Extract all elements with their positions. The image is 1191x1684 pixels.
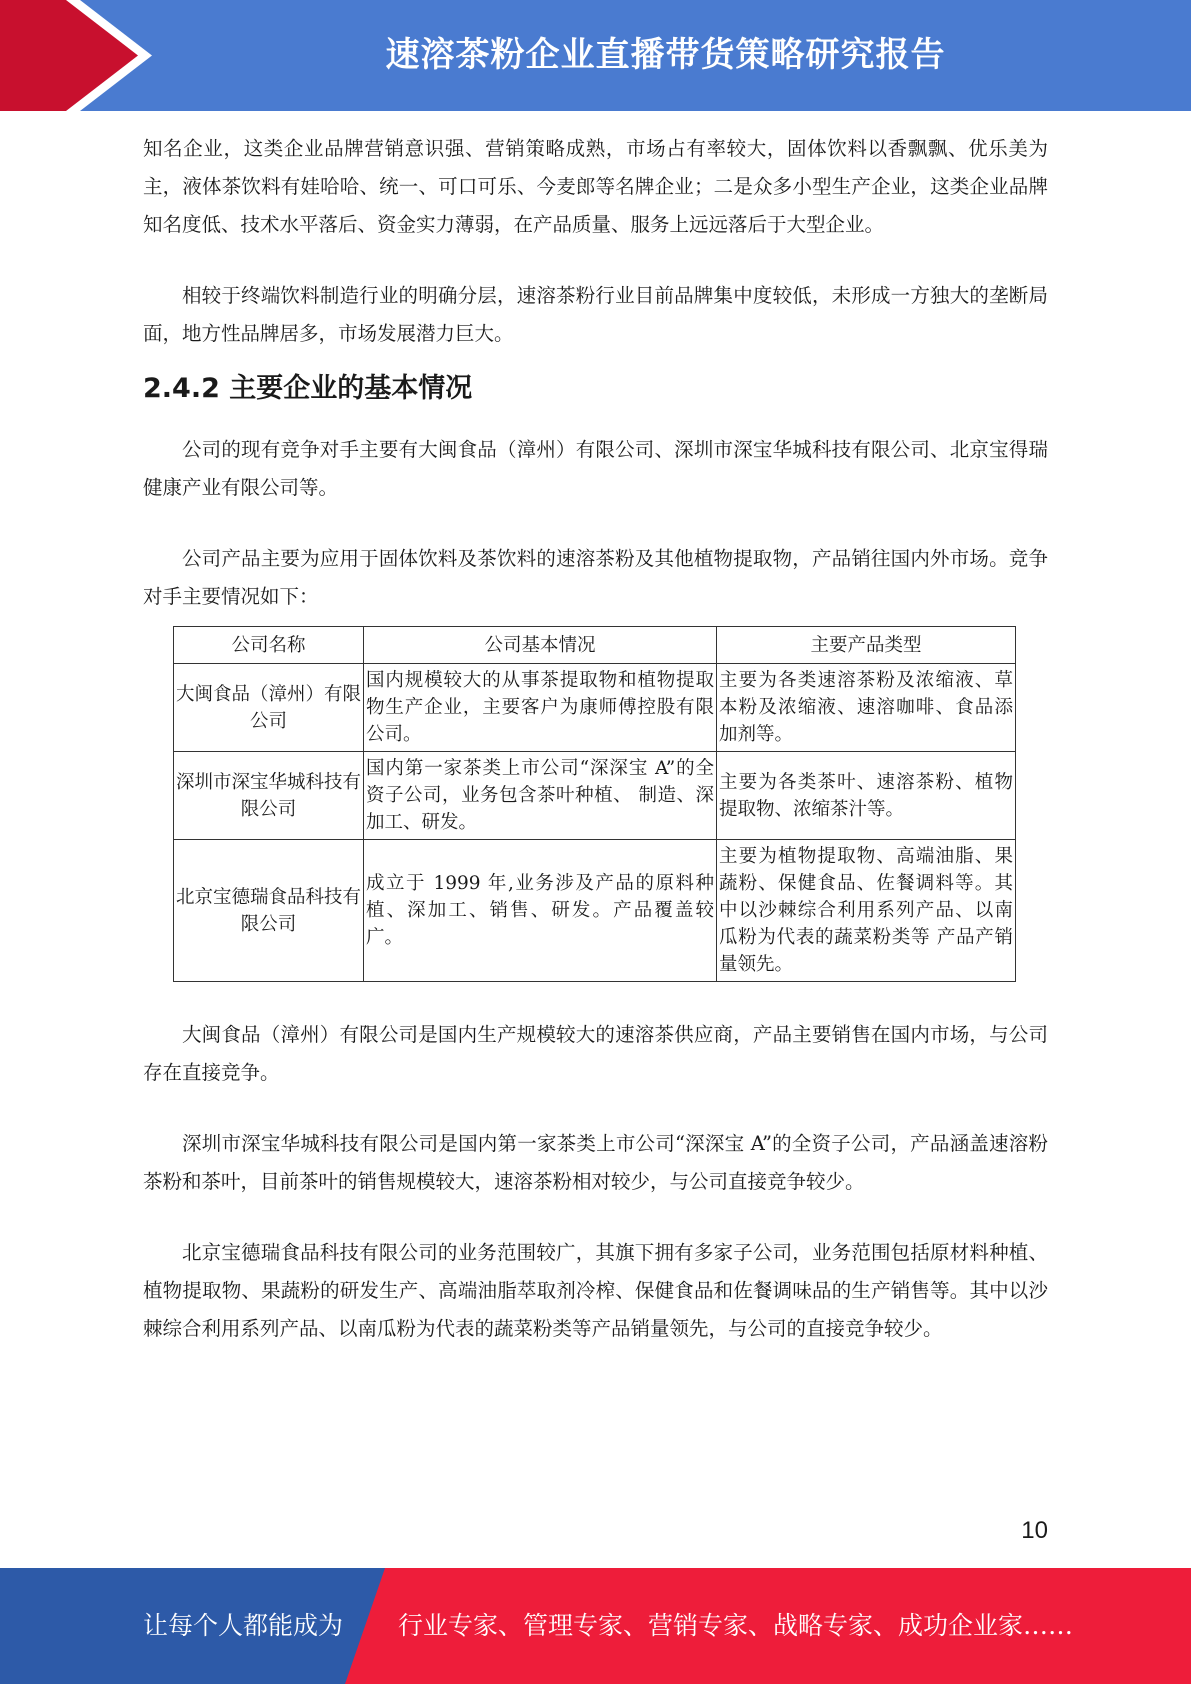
company-name-cell: 深圳市深宝华城科技有限公司	[174, 752, 364, 840]
table-header-company: 公司名称	[174, 627, 364, 664]
table-header-products: 主要产品类型	[717, 627, 1016, 664]
paragraph-shenbao: 深圳市深宝华城科技有限公司是国内第一家茶类上市公司“深深宝 A”的全资子公司，产品涵盖速溶粉茶粉和茶叶，目前茶叶的销售规模较大，速溶茶粉相对较少，与公司直接竞争较少。	[143, 1132, 1048, 1193]
company-products-cell: 主要为各类速溶茶粉及浓缩液、草本粉及浓缩液、速溶咖啡、食品添加剂等。	[717, 664, 1016, 752]
footer-slogan-left: 让每个人都能成为	[143, 1611, 344, 1640]
paragraph-competitors: 公司的现有竞争对手主要有大闽食品（漳州）有限公司、深圳市深宝华城科技有限公司、北京宝得瑞健康产业有限公司等。	[143, 438, 1048, 499]
paragraph-damin: 大闽食品（漳州）有限公司是国内生产规模较大的速溶茶供应商，产品主要销售在国内市场，与公司存在直接竞争。	[143, 1023, 1048, 1084]
company-info-cell: 国内规模较大的从事茶提取物和植物提取物生产企业，主要客户为康师傅控股有限公司。	[364, 664, 717, 752]
paragraph-market-tiers: 知名企业，这类企业品牌营销意识强、营销策略成熟，市场占有率较大，固体饮料以香飘飘、优乐美为主，液体茶饮料有娃哈哈、统一、可口可乐、今麦郎等名牌企业；二是众多小型生产企业，这类企业品牌知名度低、技术水平落后、资金实力薄弱，在产品质量、服务上远远落后于大型企业。	[143, 137, 1048, 236]
competitor-table	[173, 626, 1016, 982]
paragraph-brand-concentration: 相较于终端饮料制造行业的明确分层，速溶茶粉行业目前品牌集中度较低，未形成一方独大的垄断局面，地方性品牌居多，市场发展潜力巨大。	[143, 284, 1048, 345]
company-info-cell: 国内第一家茶类上市公司“深深宝 A”的全资子公司，业务包含茶叶种植、 制造、深加工、研发。	[364, 752, 717, 840]
header-chevron-decoration	[0, 0, 160, 111]
page-footer	[0, 1568, 1191, 1684]
table-header-row	[174, 627, 1016, 664]
company-products-cell: 主要为各类茶叶、速溶茶粉、植物提取物、浓缩茶汁等。	[717, 752, 1016, 840]
page-body	[143, 130, 1048, 1348]
footer-slogan-right: 行业专家、管理专家、营销专家、战略专家、成功企业家……	[398, 1611, 1074, 1640]
table-row	[174, 840, 1016, 982]
company-name-cell: 北京宝德瑞食品科技有限公司	[174, 840, 364, 982]
section-heading: 2.4.2 主要企业的基本情况	[143, 373, 473, 404]
table-header-info: 公司基本情况	[364, 627, 717, 664]
page-header	[0, 0, 1191, 111]
paragraph-products: 公司产品主要为应用于固体饮料及茶饮料的速溶茶粉及其他植物提取物，产品销往国内外市场。竞争对手主要情况如下：	[143, 547, 1048, 608]
table-row	[174, 664, 1016, 752]
company-products-cell: 主要为植物提取物、高端油脂、果蔬粉、保健食品、佐餐调料等。其中以沙棘综合利用系列产品、以南瓜粉为代表的蔬菜粉类等 产品产销量领先。	[717, 840, 1016, 982]
page-number: 10	[1021, 1517, 1048, 1544]
table-row	[174, 752, 1016, 840]
company-info-cell: 成立于 1999 年,业务涉及产品的原料种植、深加工、销售、研发。产品覆盖较广。	[364, 840, 717, 982]
company-name-cell: 大闽食品（漳州）有限公司	[174, 664, 364, 752]
report-title: 速溶茶粉企业直播带货策略研究报告	[385, 35, 946, 75]
paragraph-baodeirui: 北京宝德瑞食品科技有限公司的业务范围较广，其旗下拥有多家子公司，业务范围包括原材料种植、植物提取物、果蔬粉的研发生产、高端油脂萃取剂冷榨、保健食品和佐餐调味品的生产销售等。其中以沙棘综合利用系列产品、以南瓜粉为代表的蔬菜粉类等产品销量领先，与公司的直接竞争较少。	[143, 1241, 1048, 1340]
